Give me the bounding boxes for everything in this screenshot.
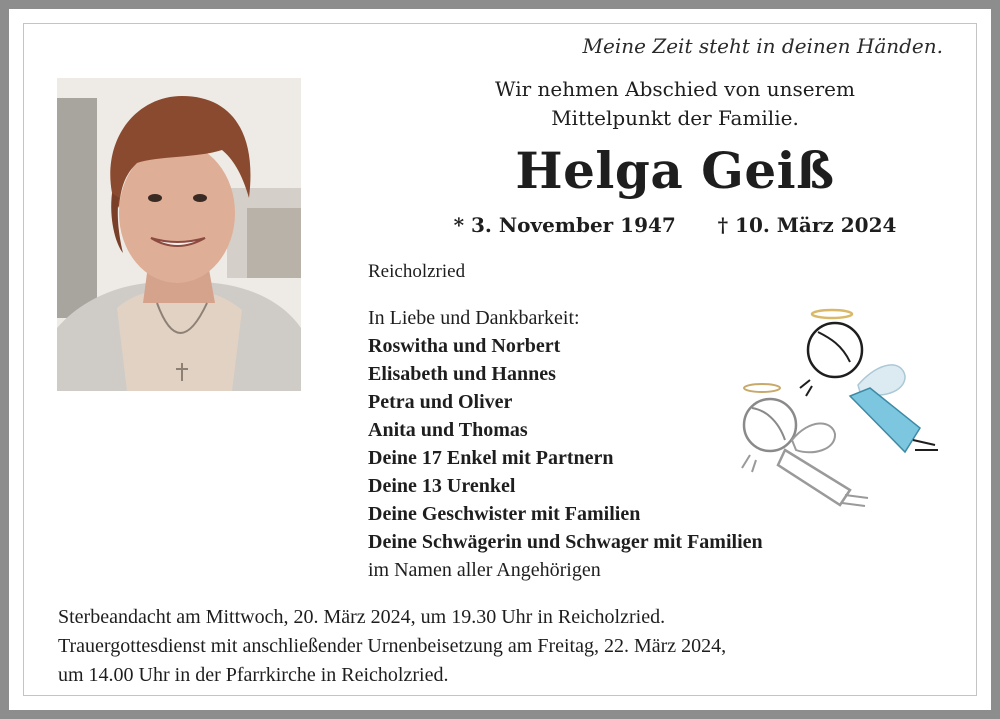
mourner-name: Elisabeth und Hannes (368, 363, 556, 385)
angel-icon (730, 300, 960, 520)
footer-line: Sterbeandacht am Mittwoch, 20. März 2024, um 19.30 Uhr in Reicholzried. (58, 606, 666, 628)
intro-line: Mittelpunkt der Familie. (551, 106, 799, 130)
motto: Meine Zeit steht in deinen Händen. (582, 34, 943, 58)
mourner-name: Deine Geschwister mit Familien (368, 503, 641, 525)
intro-line: Wir nehmen Abschied von unserem (495, 77, 855, 101)
service-details (58, 603, 726, 690)
deceased-name: Helga Geiß (515, 141, 835, 200)
mourner-name: Roswitha und Norbert (368, 335, 561, 357)
mourner-name: Deine 17 Enkel mit Partnern (368, 447, 614, 469)
angel-illustration (730, 300, 960, 520)
mourners-list (368, 304, 763, 584)
death-date: † 10. März 2024 (717, 213, 897, 237)
mourner-name: Deine 13 Urenkel (368, 475, 516, 497)
footer-line: Trauergottesdienst mit anschließender Urnenbeisetzung am Freitag, 22. März 2024, (58, 635, 727, 657)
mourner-name: Deine Schwägerin und Schwager mit Familien (368, 531, 763, 553)
birth-date: * 3. November 1947 (453, 213, 676, 237)
portrait-photo-icon (57, 78, 301, 391)
place-of-residence: Reicholzried (368, 261, 466, 282)
mourner-name: Petra und Oliver (368, 391, 513, 413)
intro-text (420, 75, 930, 133)
footer-line: um 14.00 Uhr in der Pfarrkirche in Reicholzried. (58, 664, 449, 686)
mourners-closing: im Namen aller Angehörigen (368, 559, 601, 581)
mourner-name: Anita und Thomas (368, 419, 528, 441)
mourners-intro: In Liebe und Dankbarkeit: (368, 307, 580, 329)
life-dates (400, 213, 950, 237)
portrait-photo (57, 78, 301, 391)
